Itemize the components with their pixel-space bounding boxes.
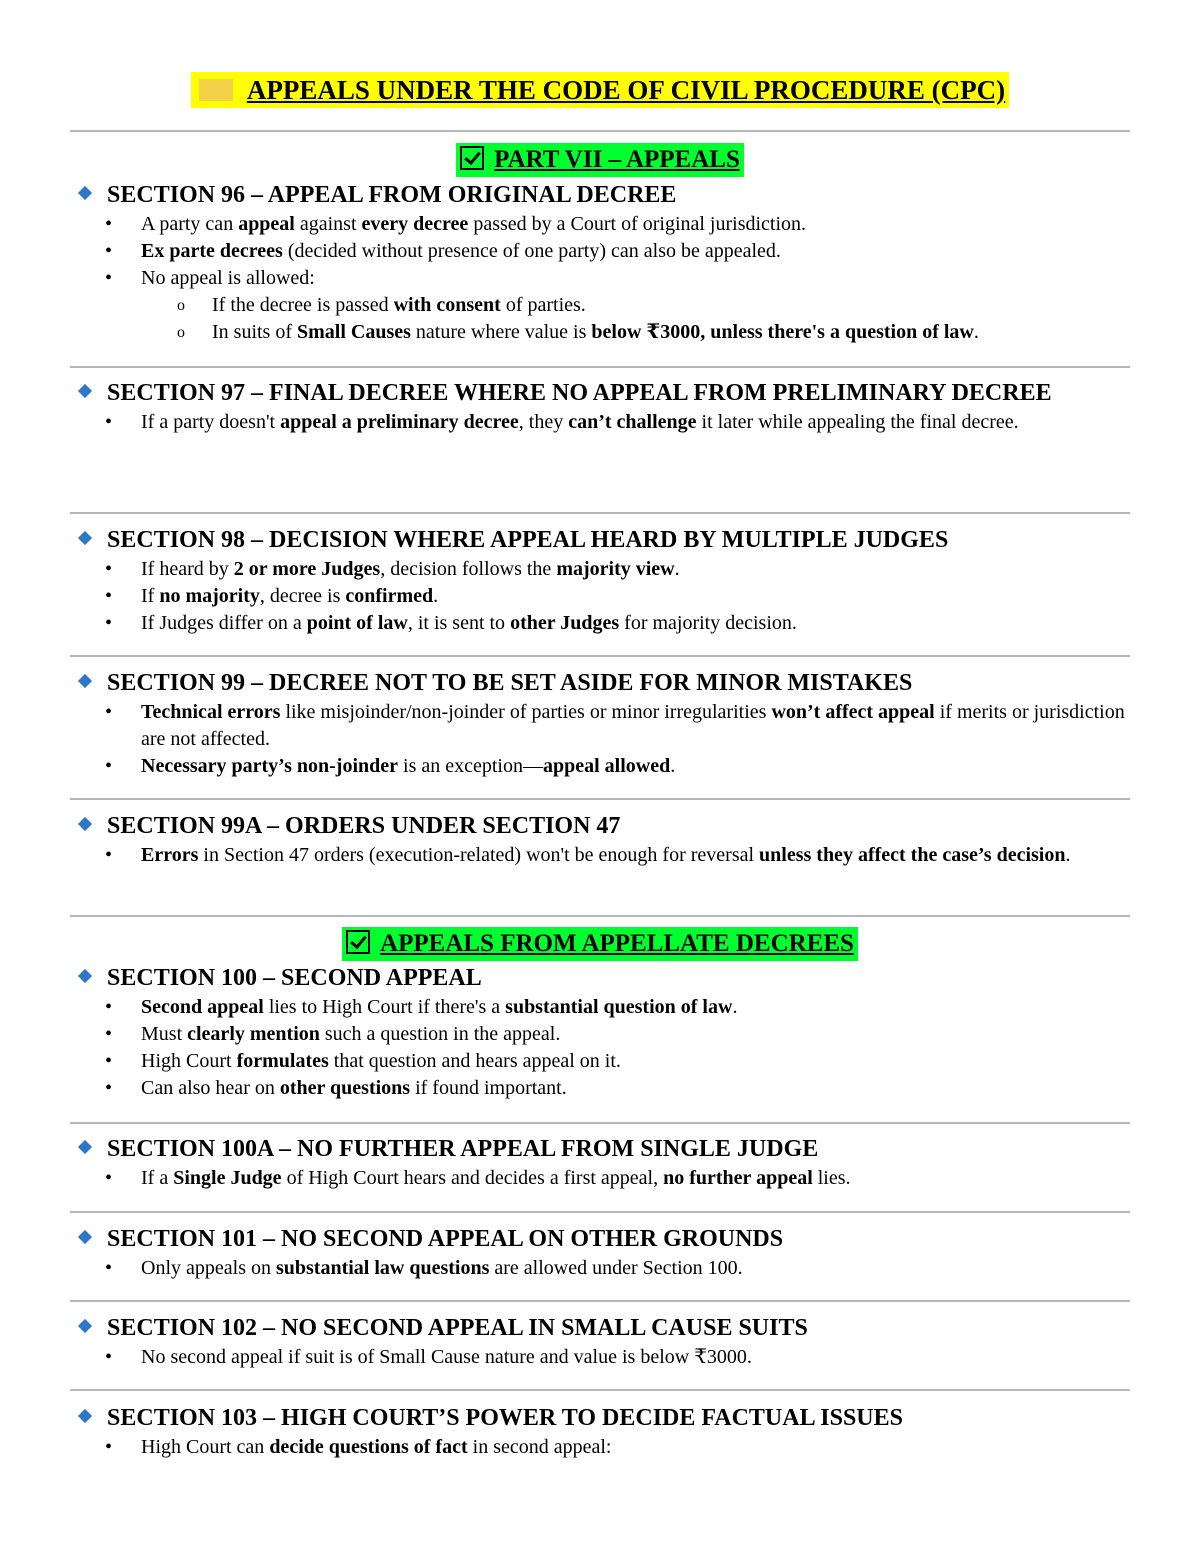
section-heading: SECTION 99 – DECREE NOT TO BE SET ASIDE FOR MINOR MISTAKES (70, 668, 1130, 699)
section-heading: SECTION 103 – HIGH COURT’S POWER TO DECIDE FACTUAL ISSUES (70, 1403, 1130, 1434)
diamond-bullet-icon (78, 1140, 92, 1154)
list-item: • If Judges differ on a point of law, it is sent to other Judges for majority decision. (141, 610, 1130, 637)
section-heading: SECTION 97 – FINAL DECREE WHERE NO APPEAL FROM PRELIMINARY DECREE (70, 378, 1130, 409)
section-heading: SECTION 100A – NO FURTHER APPEAL FROM SINGLE JUDGE (70, 1134, 1130, 1165)
diamond-bullet-icon (78, 186, 92, 200)
list-item: • Must clearly mention such a question in the appeal. (141, 1021, 1130, 1048)
checkbox-icon (346, 930, 370, 954)
list-item: • High Court can decide questions of fact in second appeal: (141, 1434, 1130, 1461)
part-heading-block (0, 143, 1200, 177)
divider (70, 1300, 1130, 1302)
list-item: • No appeal is allowed: (141, 265, 1130, 292)
sub-list-item: o In suits of Small Causes nature where value is below ₹3000, unless there's a question of law. (212, 319, 1130, 346)
part-heading-block (0, 927, 1200, 961)
list-item: • If no majority, decree is confirmed. (141, 583, 1130, 610)
diamond-bullet-icon (78, 674, 92, 688)
list-item: • Only appeals on substantial law questions are allowed under Section 100. (141, 1255, 1130, 1282)
divider (70, 130, 1130, 132)
divider (70, 1389, 1130, 1391)
diamond-bullet-icon (78, 817, 92, 831)
highlight-square-icon (199, 79, 233, 101)
divider (70, 1122, 1130, 1124)
divider (70, 915, 1130, 917)
section-100a (70, 1134, 1130, 1192)
list-item: • Ex parte decrees (decided without presence of one party) can also be appealed. (141, 238, 1130, 265)
section-101 (70, 1224, 1130, 1282)
section-heading: SECTION 100 – SECOND APPEAL (70, 963, 1130, 994)
diamond-bullet-icon (78, 1319, 92, 1333)
list-item: • If a Single Judge of High Court hears and decides a first appeal, no further appeal lies. (141, 1165, 1130, 1192)
checkbox-icon (460, 146, 484, 170)
divider (70, 366, 1130, 368)
diamond-bullet-icon (78, 531, 92, 545)
divider (70, 655, 1130, 657)
list-item: • Errors in Section 47 orders (execution-related) won't be enough for reversal unless they affect the case’s decision. (141, 842, 1130, 869)
list-item: • Necessary party’s non-joinder is an exception—appeal allowed. (141, 753, 1130, 780)
list-item: • High Court formulates that question and hears appeal on it. (141, 1048, 1130, 1075)
sub-list-item: o If the decree is passed with consent of parties. (212, 292, 1130, 319)
divider (70, 512, 1130, 514)
divider (70, 1211, 1130, 1213)
section-heading: SECTION 99A – ORDERS UNDER SECTION 47 (70, 811, 1130, 842)
section-heading: SECTION 96 – APPEAL FROM ORIGINAL DECREE (70, 180, 1130, 211)
section-heading: SECTION 98 – DECISION WHERE APPEAL HEARD BY MULTIPLE JUDGES (70, 525, 1130, 556)
divider (70, 798, 1130, 800)
section-99 (70, 668, 1130, 780)
list-item: • Can also hear on other questions if found important. (141, 1075, 1130, 1102)
section-99a (70, 811, 1130, 869)
part-heading: APPEALS FROM APPELLATE DECREES (342, 927, 858, 961)
section-100 (70, 963, 1130, 1102)
section-heading: SECTION 102 – NO SECOND APPEAL IN SMALL CAUSE SUITS (70, 1313, 1130, 1344)
section-102 (70, 1313, 1130, 1371)
list-item: • Technical errors like misjoinder/non-joinder of parties or minor irregularities won’t affect appeal if merits or jurisdiction are not affected. (141, 699, 1130, 753)
title-block (0, 72, 1200, 108)
diamond-bullet-icon (78, 384, 92, 398)
section-103 (70, 1403, 1130, 1461)
document-title: APPEALS UNDER THE CODE OF CIVIL PROCEDURE (CPC) (191, 72, 1009, 108)
list-item: • A party can appeal against every decree passed by a Court of original jurisdiction. (141, 211, 1130, 238)
section-heading: SECTION 101 – NO SECOND APPEAL ON OTHER GROUNDS (70, 1224, 1130, 1255)
list-item: • Second appeal lies to High Court if there's a substantial question of law. (141, 994, 1130, 1021)
section-97 (70, 378, 1130, 436)
list-item: • If a party doesn't appeal a preliminary decree, they can’t challenge it later while appealing the final decree. (141, 409, 1130, 436)
diamond-bullet-icon (78, 969, 92, 983)
part-heading: PART VII – APPEALS (456, 143, 744, 177)
diamond-bullet-icon (78, 1409, 92, 1423)
section-98 (70, 525, 1130, 637)
diamond-bullet-icon (78, 1230, 92, 1244)
list-item: • If heard by 2 or more Judges, decision follows the majority view. (141, 556, 1130, 583)
list-item: • No second appeal if suit is of Small Cause nature and value is below ₹3000. (141, 1344, 1130, 1371)
section-96 (70, 180, 1130, 346)
